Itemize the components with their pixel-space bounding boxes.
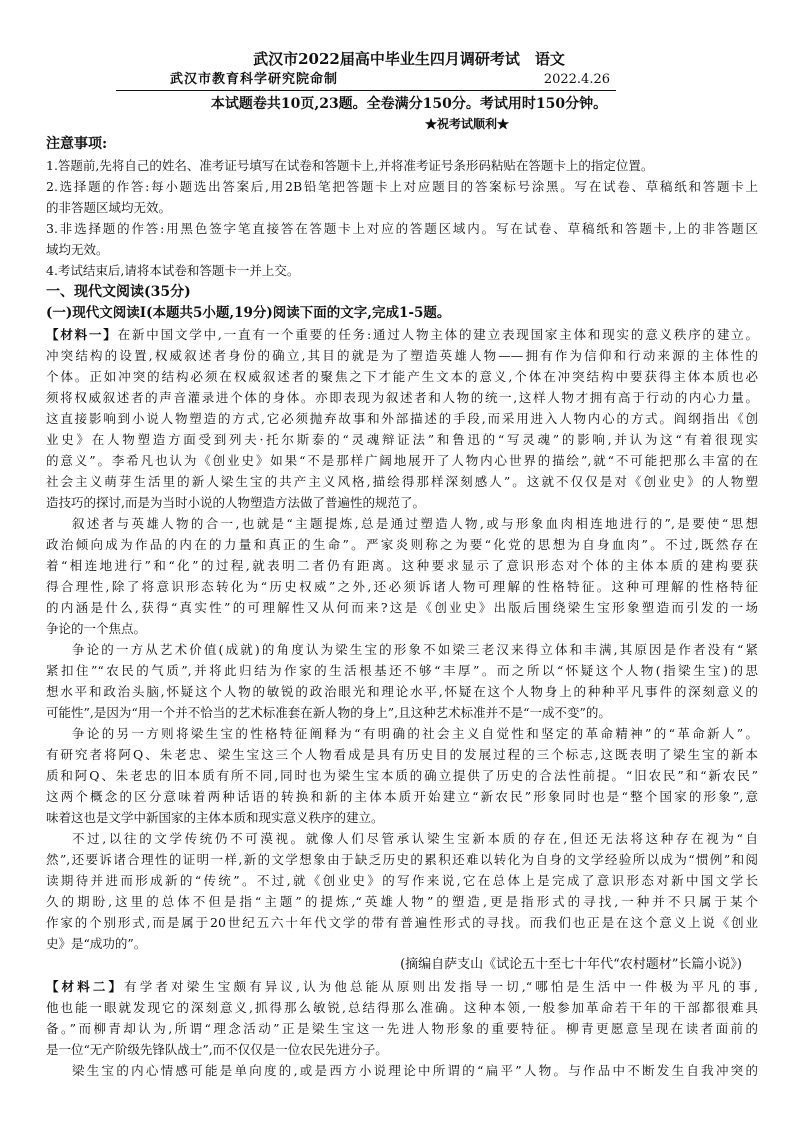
text-line: 史》是“成功的”。 <box>46 936 147 951</box>
text-line: 久的期盼,这里的总体不但是指“主题”的提炼,“英雄人物”的塑造,更是指形式的寻找,一种并不只属于某个 <box>46 894 758 909</box>
text-line: 梁生宝的内心情感可能是单向度的,或是西方小说理论中所谓的“扁平”人物。与作品中不断发生自我冲突的 <box>72 1063 758 1078</box>
exam-page <box>46 48 758 1081</box>
text-line: 【材料二】有学者对梁生宝颇有异议,认为他总能从原则出发指导一切,“哪怕是生活中一件极为平凡的事, <box>46 979 758 994</box>
exam-wish: ★祝考试顺利★ <box>424 117 509 131</box>
notice-title: 注意事项: <box>46 136 108 152</box>
exam-title: 武汉市2022届高中毕业生四月调研考试 语文 <box>253 50 565 68</box>
text-line: 须将权威叙述者的声音灌录进个体的身体。亦即表现为叙述者和人物的统一,这样人物才拥有高于行动的内心力量。 <box>46 390 758 405</box>
section-title: 一、现代文阅读(35分) <box>46 284 191 300</box>
notice-line: 3.非选择题的作答:用黑色签字笔直接答在答题卡上对应的答题区域内。写在试卷、草稿纸和答题卡,上的非答题区 <box>46 221 758 236</box>
text-line: 造技巧的探讨,而是为当时小说的人物塑造方法做了普遍性的规范了。 <box>46 495 425 510</box>
material-one <box>46 324 758 976</box>
text-line: 的内涵是什么,获得“真实性”的可理解性又从何而来?这是《创业史》出版后围绕梁生宝形象塑造而引发的一场 <box>46 600 758 615</box>
text-line: 想水平和政治头脑,怀疑这个人物的敏锐的政治眼光和理论水平,怀疑在这个人物身上的种种平凡事件的深刻意义的 <box>46 684 758 699</box>
text-line: 不过,以往的文学传统仍不可漠视。就像人们尽管承认梁生宝新本质的存在,但还无法将这种存在视为“自 <box>72 831 758 846</box>
text-line: 作家的个别形式,而是属于20世纪五六十年代文学的带有普遍性形式的寻找。而我们也正是在这个意义上说《创业 <box>46 915 758 930</box>
text-line: 是一位“无产阶级先锋队战士”,而不仅仅是一位农民先进分子。 <box>46 1042 388 1057</box>
text-line: 的意义”。李希凡也认为《创业史》如果“不是那样广阔地展开了人物内心世界的描绘”,就“不可能把那么丰富的在 <box>46 453 758 468</box>
notice-line: 2.选择题的作答:每小题选出答案后,用2B铅笔把答题卡上对应题目的答案标号涂黑。写在试卷、草稿纸和答题卡上 <box>46 179 758 194</box>
text-line: 争论的另一方则将梁生宝的性格特征阐释为“有明确的社会主义自觉性和坚定的革命精神”的“革命新人”。 <box>72 726 758 741</box>
text-line: 得合理性,除了将意识形态转化为“历史权威”之外,还必须诉诸人物可理解的性格特征。这种可理解的性格特征 <box>46 579 758 594</box>
exam-subheader <box>116 70 616 91</box>
text-line: 争论的一个焦点。 <box>46 621 147 636</box>
text-line: 读期待并进而形成新的“传统”。不过,就《创业史》的写作来说,它在总体上是完成了意识形态对新中国文学长 <box>46 873 758 888</box>
text-line: 【材料一】在新中国文学中,一直有一个重要的任务:通过人物主体的建立表现国家主体和现实的意义秩序的建立。 <box>46 327 758 342</box>
material-tag: 【材料二】 <box>46 979 125 994</box>
text-line: 着“相连地进行”和“化”的过程,就表明二者仍有距离。这种要求显示了意识形态对个体的主体本质的建构要获 <box>46 558 758 573</box>
text-line: 他也能一眼就发现它的深刻意义,抓得那么敏锐,总结得那么准确。这种本领,一般参加革命若干年的干部都很难具 <box>46 1000 758 1015</box>
material-source: (摘编自萨支山《试论五十至七十年代“农村题材”长篇小说》) <box>400 957 742 972</box>
exam-info: 本试题卷共10页,23题。全卷满分150分。考试用时150分钟。 <box>210 96 608 112</box>
text-line: 这两个概念的区分意味着两种话语的转换和新的主体本质开始建立“新农民”形象同时也是“整个国家的形象”,意 <box>46 789 758 804</box>
material-two <box>46 976 758 1081</box>
section-subtitle: (一)现代文阅读Ⅰ(本题共5小题,19分)阅读下面的文字,完成1-5题。 <box>46 305 451 321</box>
text-line: 味着这也是文学中新国家的主体本质和现实意义秩序的建立。 <box>46 810 384 825</box>
text-line: 可能性”,是因为“用一个并不恰当的艺术标准套在新人物的身上”,且这种艺术标准并不是“一成不变”的。 <box>46 705 611 720</box>
text-line: 备。”而柳青却认为,所谓“理念活动”正是梁生宝这一先进人物形象的重要特征。柳青更愿意呈现在读者面前的 <box>46 1021 758 1036</box>
text-line: 有研究者将阿Q、朱老忠、梁生宝这三个人物看成是具有历史目的发展过程的三个标志,这既表明了梁生宝的新本 <box>46 747 758 762</box>
notice-line: 域均无效。 <box>46 242 109 257</box>
text-line: 然”,还要诉诸合理性的证明一样,新的文学想象由于缺乏历史的累积还难以转化为自身的文学经验所以成为“惯例”和阅 <box>46 852 758 867</box>
exam-org: 武汉市教育科学研究院命制 <box>170 72 339 87</box>
text-line: 冲突结构的设置,权威叙述者身份的确立,其目的就是为了塑造英雄人物——拥有作为信仰和行动来源的主体性的 <box>46 348 758 363</box>
text-line: 社会主义萌芽生活里的新人梁生宝的共产主义风格,描绘得那样深刻感人”。这就不仅仅是对《创业史》的人物塑 <box>46 474 758 489</box>
notice-list <box>46 155 758 281</box>
notice-line: 的非答题区域均无效。 <box>46 200 172 215</box>
material-tag: 【材料一】 <box>46 327 118 342</box>
text-line: 质和阿Q、朱老忠的旧本质有所不同,同时也为梁生宝本质的确立提供了历史的合法性前提。“旧农民”和“新农民” <box>46 768 758 783</box>
notice-line: 1.答题前,先将自己的姓名、准考证号填写在试卷和答题卡上,并将准考证号条形码粘贴在答题卡上的指定位置。 <box>46 158 654 173</box>
notice-line: 4.考试结束后,请将本试卷和答题卡一并上交。 <box>46 263 300 278</box>
text-line: 这直接影响到小说人物塑造的方式,它必须抛弃故事和外部描述的手段,而采用进入人物内心的方式。阎纲指出《创 <box>46 411 758 426</box>
text-line: 政治倾向成为作品的内在的力量和真正的生命”。严家炎则称之为要“化党的思想为自身血肉”。不过,既然存在 <box>46 537 758 552</box>
exam-date: 2022.4.26 <box>543 72 610 87</box>
text-line: 叙述者与英雄人物的合一,也就是“主题提炼,总是通过塑造人物,或与形象血肉相连地进行的”,是要使“思想 <box>72 516 758 531</box>
text-line: 业史》在人物塑造方面受到列夫·托尔斯泰的“灵魂辩证法”和鲁迅的“写灵魂”的影响,并认为这“有着很现实 <box>46 432 758 447</box>
text-line: 紧扣住”“农民的气质”,并将此归结为作家的生活根基还不够“丰厚”。而之所以“怀疑这个人物(指梁生宝)的思 <box>46 663 758 678</box>
text-line: 个体。正如冲突的结构必须在权威叙述者的聚焦之下才能产生文本的意义,个体在冲突结构中要获得主体本质也必 <box>46 369 758 384</box>
text-line: 争论的一方从艺术价值(成就)的角度认为梁生宝的形象不如梁三老汉来得立体和丰满,其原因是作者没有“紧 <box>72 642 758 657</box>
